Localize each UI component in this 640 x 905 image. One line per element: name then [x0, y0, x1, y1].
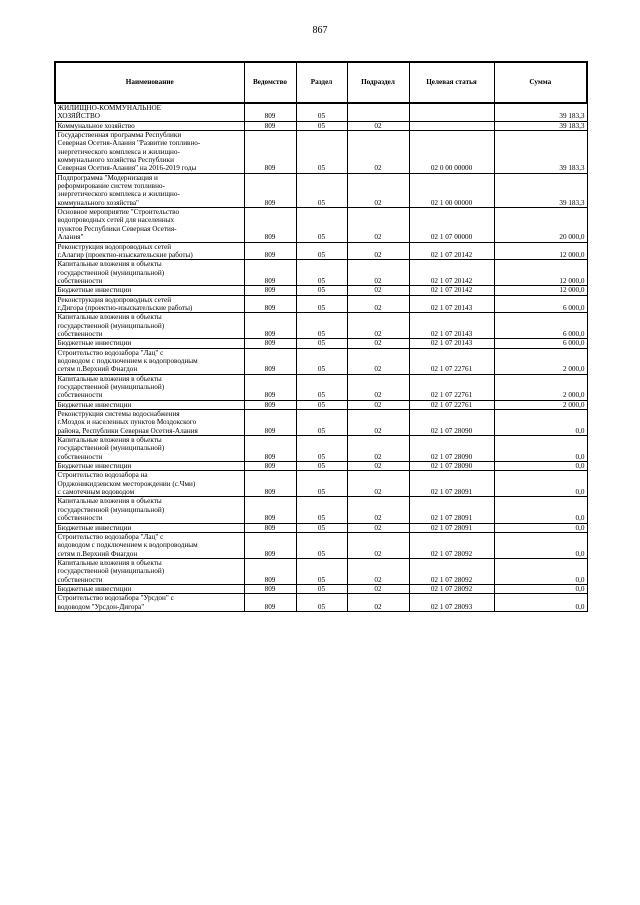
- row-vedomstvo: 809: [244, 295, 296, 313]
- row-celevaya-statya: 02 1 07 20142: [409, 260, 494, 286]
- table-row: [55, 471, 587, 497]
- row-razdel: 05: [296, 242, 347, 260]
- row-vedomstvo: 809: [244, 103, 296, 121]
- row-name: Капитальные вложения в объекты государственной (муниципальной) собственности: [55, 260, 244, 286]
- row-celevaya-statya: 02 1 07 28091: [409, 523, 494, 532]
- table-row: [55, 260, 587, 286]
- row-name: Строительство водозабора "Урсдон" с водоводом "Урсдон-Дигора": [55, 594, 244, 612]
- row-summa: 0,0: [494, 410, 587, 436]
- table-row: [55, 173, 587, 207]
- header-podrazdel: Подраздел: [347, 62, 409, 103]
- row-vedomstvo: 809: [244, 242, 296, 260]
- row-podrazdel: 02: [347, 313, 409, 339]
- row-name: Строительство водозабора "Лац" с водоводом с подключением к водопроводным сетям п.Верхний Фиагдон: [55, 532, 244, 558]
- row-razdel: 05: [296, 208, 347, 242]
- row-name: Бюджетные инвестиции: [55, 523, 244, 532]
- row-summa: 0,0: [494, 436, 587, 462]
- row-summa: 12 000,0: [494, 286, 587, 295]
- row-podrazdel: 02: [347, 374, 409, 400]
- table-row: [55, 295, 587, 313]
- table-row: [55, 584, 587, 593]
- table-row: [55, 410, 587, 436]
- row-razdel: 05: [296, 286, 347, 295]
- row-razdel: 05: [296, 339, 347, 348]
- table-row: [55, 242, 587, 260]
- row-podrazdel: 02: [347, 497, 409, 523]
- row-podrazdel: 02: [347, 436, 409, 462]
- row-name: Строительство водозабора на Орджоникидзевском месторождении (с.Чми) с самотечным водоводом: [55, 471, 244, 497]
- table-row: [55, 462, 587, 471]
- budget-table: [54, 61, 588, 612]
- row-name: Государственная программа Республики Северная Осетия-Алания "Развитие топливно- энергетического комплекса и жилищно- коммунального хозяйства Республики Северная Осетия-Алания" на 2016-2019 годы: [55, 131, 244, 174]
- row-name: Бюджетные инвестиции: [55, 584, 244, 593]
- row-podrazdel: 02: [347, 523, 409, 532]
- row-vedomstvo: 809: [244, 471, 296, 497]
- row-podrazdel: 02: [347, 348, 409, 374]
- row-razdel: 05: [296, 348, 347, 374]
- row-razdel: 05: [296, 400, 347, 409]
- row-vedomstvo: 809: [244, 348, 296, 374]
- row-celevaya-statya: 02 1 00 00000: [409, 173, 494, 207]
- row-name: Реконструкция системы водоснабжения г.Моздок и населенных пунктов Моздокского района, Республики Северная Осетия-Алания: [55, 410, 244, 436]
- row-summa: 0,0: [494, 532, 587, 558]
- table-row: [55, 348, 587, 374]
- row-podrazdel: 02: [347, 208, 409, 242]
- row-name: Бюджетные инвестиции: [55, 339, 244, 348]
- row-celevaya-statya: 02 1 07 20143: [409, 313, 494, 339]
- row-vedomstvo: 809: [244, 121, 296, 130]
- row-vedomstvo: 809: [244, 523, 296, 532]
- row-celevaya-statya: 02 1 07 20142: [409, 242, 494, 260]
- table-row: [55, 131, 587, 174]
- row-summa: 0,0: [494, 523, 587, 532]
- row-name: ЖИЛИЩНО-КОММУНАЛЬНОЕ ХОЗЯЙСТВО: [55, 103, 244, 121]
- row-razdel: 05: [296, 471, 347, 497]
- row-summa: 20 000,0: [494, 208, 587, 242]
- row-celevaya-statya: 02 1 07 28090: [409, 436, 494, 462]
- row-podrazdel: 02: [347, 400, 409, 409]
- row-vedomstvo: 809: [244, 584, 296, 593]
- row-razdel: 05: [296, 462, 347, 471]
- row-name: Капитальные вложения в объекты государственной (муниципальной) собственности: [55, 313, 244, 339]
- row-razdel: 05: [296, 523, 347, 532]
- table-row: [55, 400, 587, 409]
- row-podrazdel: 02: [347, 339, 409, 348]
- row-podrazdel: 02: [347, 173, 409, 207]
- row-podrazdel: 02: [347, 260, 409, 286]
- table-row: [55, 208, 587, 242]
- row-celevaya-statya: 02 1 07 20142: [409, 286, 494, 295]
- row-summa: 6 000,0: [494, 313, 587, 339]
- table-row: [55, 558, 587, 584]
- row-razdel: 05: [296, 558, 347, 584]
- table-row: [55, 374, 587, 400]
- row-name: Строительство водозабора "Лац" с водоводом с подключением к водопроводным сетям п.Верхний Фиагдон: [55, 348, 244, 374]
- row-razdel: 05: [296, 295, 347, 313]
- row-celevaya-statya: [409, 103, 494, 121]
- table-row: [55, 103, 587, 121]
- row-name: Капитальные вложения в объекты государственной (муниципальной) собственности: [55, 497, 244, 523]
- table-row: [55, 497, 587, 523]
- row-celevaya-statya: 02 1 07 28091: [409, 471, 494, 497]
- row-podrazdel: 02: [347, 584, 409, 593]
- row-name: Подпрограмма "Модернизация и реформирование систем топливно- энергетического комплекса и жилищно- коммунального хозяйства": [55, 173, 244, 207]
- row-vedomstvo: 809: [244, 173, 296, 207]
- table-row: [55, 523, 587, 532]
- row-vedomstvo: 809: [244, 410, 296, 436]
- row-summa: 2 000,0: [494, 374, 587, 400]
- row-celevaya-statya: 02 1 07 00000: [409, 208, 494, 242]
- row-razdel: 05: [296, 121, 347, 130]
- row-summa: 12 000,0: [494, 242, 587, 260]
- row-razdel: 05: [296, 532, 347, 558]
- row-vedomstvo: 809: [244, 374, 296, 400]
- row-razdel: 05: [296, 436, 347, 462]
- row-celevaya-statya: [409, 121, 494, 130]
- row-summa: 39 183,3: [494, 103, 587, 121]
- row-podrazdel: 02: [347, 295, 409, 313]
- row-vedomstvo: 809: [244, 313, 296, 339]
- row-celevaya-statya: 02 1 07 28092: [409, 558, 494, 584]
- row-podrazdel: 02: [347, 410, 409, 436]
- header-vedomstvo: Ведомство: [244, 62, 296, 103]
- row-name: Реконструкция водопроводных сетей г.Алагир (проектно-изыскательские работы): [55, 242, 244, 260]
- row-celevaya-statya: 02 0 00 00000: [409, 131, 494, 174]
- row-celevaya-statya: 02 1 07 22761: [409, 374, 494, 400]
- row-vedomstvo: 809: [244, 339, 296, 348]
- row-summa: 39 183,3: [494, 173, 587, 207]
- row-vedomstvo: 809: [244, 532, 296, 558]
- row-celevaya-statya: 02 1 07 28090: [409, 462, 494, 471]
- row-razdel: 05: [296, 313, 347, 339]
- row-celevaya-statya: 02 1 07 28090: [409, 410, 494, 436]
- row-razdel: 05: [296, 584, 347, 593]
- page-number: 867: [312, 25, 328, 36]
- row-name: Бюджетные инвестиции: [55, 400, 244, 409]
- row-razdel: 05: [296, 374, 347, 400]
- row-celevaya-statya: 02 1 07 28092: [409, 584, 494, 593]
- row-vedomstvo: 809: [244, 286, 296, 295]
- row-razdel: 05: [296, 103, 347, 121]
- row-summa: 6 000,0: [494, 339, 587, 348]
- row-summa: 0,0: [494, 497, 587, 523]
- row-razdel: 05: [296, 497, 347, 523]
- row-podrazdel: 02: [347, 594, 409, 612]
- row-podrazdel: 02: [347, 242, 409, 260]
- row-celevaya-statya: 02 1 07 28091: [409, 497, 494, 523]
- row-podrazdel: 02: [347, 131, 409, 174]
- row-summa: 2 000,0: [494, 348, 587, 374]
- row-name: Капитальные вложения в объекты государственной (муниципальной) собственности: [55, 374, 244, 400]
- row-summa: 0,0: [494, 584, 587, 593]
- header-razdel: Раздел: [296, 62, 347, 103]
- row-name: Бюджетные инвестиции: [55, 462, 244, 471]
- row-name: Капитальные вложения в объекты государственной (муниципальной) собственности: [55, 436, 244, 462]
- table-row: [55, 594, 587, 612]
- row-summa: 2 000,0: [494, 400, 587, 409]
- row-celevaya-statya: 02 1 07 22761: [409, 400, 494, 409]
- row-podrazdel: [347, 103, 409, 121]
- table-row: [55, 339, 587, 348]
- row-summa: 0,0: [494, 594, 587, 612]
- row-podrazdel: 02: [347, 471, 409, 497]
- row-vedomstvo: 809: [244, 497, 296, 523]
- header-summa: Сумма: [494, 62, 587, 103]
- row-summa: 39 183,3: [494, 131, 587, 174]
- row-podrazdel: 02: [347, 558, 409, 584]
- row-celevaya-statya: 02 1 07 22761: [409, 348, 494, 374]
- table-row: [55, 121, 587, 130]
- row-vedomstvo: 809: [244, 558, 296, 584]
- row-razdel: 05: [296, 594, 347, 612]
- row-celevaya-statya: 02 1 07 20143: [409, 295, 494, 313]
- row-summa: 0,0: [494, 558, 587, 584]
- row-razdel: 05: [296, 410, 347, 436]
- row-podrazdel: 02: [347, 121, 409, 130]
- table-header-row: [55, 62, 587, 103]
- table-row: [55, 532, 587, 558]
- row-vedomstvo: 809: [244, 436, 296, 462]
- header-name: Наименование: [55, 62, 244, 103]
- row-celevaya-statya: 02 1 07 20143: [409, 339, 494, 348]
- row-summa: 6 000,0: [494, 295, 587, 313]
- row-podrazdel: 02: [347, 286, 409, 295]
- header-celevaya-statya: Целевая статья: [409, 62, 494, 103]
- row-vedomstvo: 809: [244, 131, 296, 174]
- row-celevaya-statya: 02 1 07 28092: [409, 532, 494, 558]
- row-vedomstvo: 809: [244, 594, 296, 612]
- row-name: Бюджетные инвестиции: [55, 286, 244, 295]
- row-name: Коммунальное хозяйство: [55, 121, 244, 130]
- table-body: [55, 103, 587, 611]
- row-summa: 0,0: [494, 462, 587, 471]
- table-row: [55, 436, 587, 462]
- row-vedomstvo: 809: [244, 400, 296, 409]
- row-name: Реконструкция водопроводных сетей г.Дигора (проектно-изыскательские работы): [55, 295, 244, 313]
- row-razdel: 05: [296, 173, 347, 207]
- row-vedomstvo: 809: [244, 462, 296, 471]
- row-vedomstvo: 809: [244, 208, 296, 242]
- row-name: Основное мероприятие "Строительство водопроводных сетей для населенных пунктов Республики Северная Осетия- Алания": [55, 208, 244, 242]
- row-podrazdel: 02: [347, 462, 409, 471]
- row-celevaya-statya: 02 1 07 28093: [409, 594, 494, 612]
- row-podrazdel: 02: [347, 532, 409, 558]
- row-razdel: 05: [296, 260, 347, 286]
- row-razdel: 05: [296, 131, 347, 174]
- row-vedomstvo: 809: [244, 260, 296, 286]
- row-summa: 0,0: [494, 471, 587, 497]
- row-summa: 12 000,0: [494, 260, 587, 286]
- row-summa: 39 183,3: [494, 121, 587, 130]
- table-row: [55, 313, 587, 339]
- table-row: [55, 286, 587, 295]
- row-name: Капитальные вложения в объекты государственной (муниципальной) собственности: [55, 558, 244, 584]
